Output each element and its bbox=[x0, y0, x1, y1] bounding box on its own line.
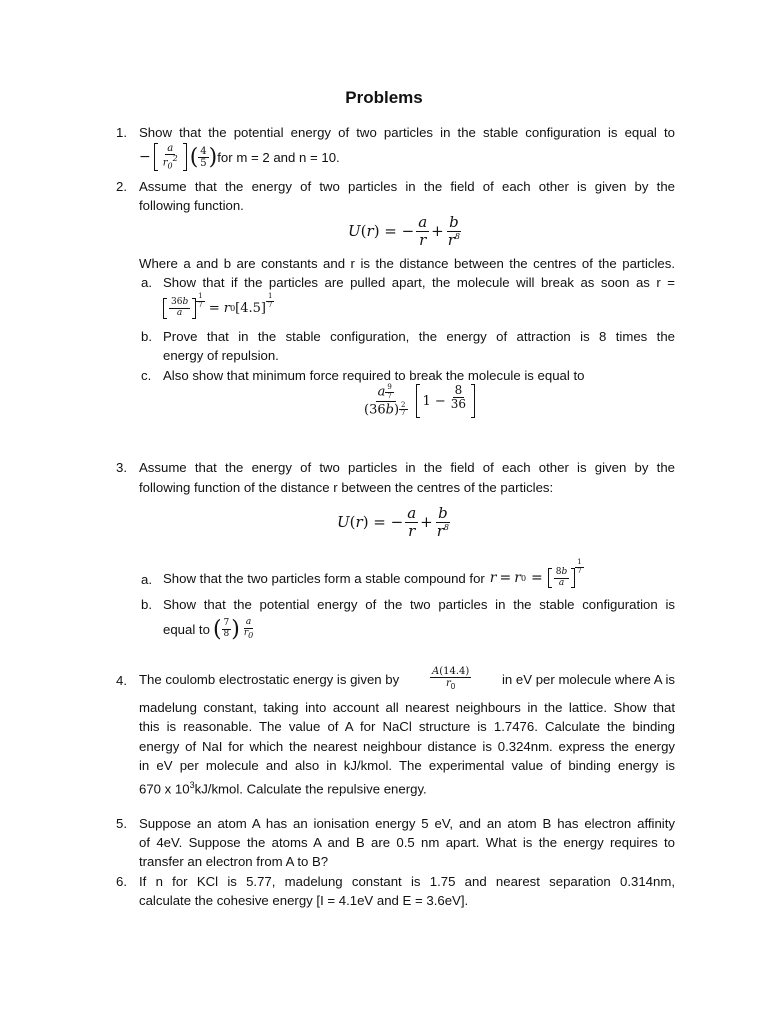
problem-6-line-1: If n for KCl is 5.77, madelung constant is 1.75 and nearest separation 0.314nm, bbox=[139, 874, 675, 889]
problem-3-line-1: Assume that the energy of two particles in the field of each other is given by the bbox=[139, 460, 675, 475]
problem-1-number: 1. bbox=[116, 125, 127, 140]
problem-3a-label: a. bbox=[141, 572, 152, 587]
problem-2-line-3: Where a and b are constants and r is the distance between the centres of the particles. bbox=[139, 256, 675, 271]
problem-4-line-5: in eV per molecule and also in kJ/kmol. The experimental value of binding energy is bbox=[139, 758, 675, 773]
problem-2-line-2: following function. bbox=[139, 198, 244, 213]
problem-4-line-4: energy of NaI for which the nearest neighbour distance is 0.324nm. express the energy bbox=[139, 739, 675, 754]
equation-min-force: a $\frac{9}{7}$ (36b) $\frac{2}{7}$ 1 − $\frac{8}{36}$ bbox=[362, 384, 475, 418]
problem-5-line-1: Suppose an atom A has an ionisation energy 5 eV, and an atom B has electron affinity bbox=[139, 816, 675, 831]
equation-U-r-p2: U ( r ) = − $\frac{a}{r}$ + $\frac{b}{r^8}$ bbox=[348, 213, 461, 249]
formula-bracket-a-over-r0sq: $\frac{a}{r_0^2}$ bbox=[154, 143, 187, 171]
problem-1-line-1: Show that the potential energy of two particles in the stable configuration is equal to bbox=[139, 125, 675, 140]
problem-5-line-3: transfer an electron from A to B? bbox=[139, 854, 329, 869]
problem-4-line-2: madelung constant, taking into account all nearest neighbours in the lattice. Show that bbox=[139, 700, 675, 715]
problem-2b-line-1: Prove that in the stable configuration, the energy of attraction is 8 times the bbox=[163, 329, 675, 344]
problem-4-line-3: this is reasonable. The value of A for NaCl structure is 1.7476. Calculate the binding bbox=[139, 719, 675, 734]
problem-2a-label: a. bbox=[141, 275, 152, 290]
problem-4-line-6: 670 x $10^3kJ$/kmol. Calculate the repulsive energy. bbox=[139, 780, 427, 797]
problem-3b-line-2: equal to ( $\frac{7}{8}$ ) $\frac{a}{r_0}$ bbox=[163, 616, 254, 642]
minus-sign: − bbox=[139, 148, 151, 165]
problem-5-line-2: of 4eV. Suppose the atoms A and B are 0.5 nm apart. What is the energy requires to bbox=[139, 835, 675, 850]
problem-2b-label: b. bbox=[141, 329, 152, 344]
problem-6-number: 6. bbox=[116, 874, 127, 889]
problem-2a-text: Show that if the particles are pulled apart, the molecule will break as soon as r = bbox=[163, 275, 675, 290]
equation-U-r-p3: U ( r ) = − $\frac{a}{r}$ + $\frac{b}{r^8}$ bbox=[337, 504, 450, 540]
problem-1-line-2: − $\frac{a}{r_0^2}$ ( $\frac{4}{5}$ ) for m = 2 and n = 10. bbox=[139, 143, 340, 171]
problem-2c-label: c. bbox=[141, 368, 152, 383]
problem-2c-text: Also show that minimum force required to break the molecule is equal to bbox=[163, 368, 585, 383]
page-title: Problems bbox=[345, 88, 423, 107]
problem-2-line-1: Assume that the energy of two particles in the field of each other is given by the bbox=[139, 179, 675, 194]
problem-4-number: 4. bbox=[116, 673, 127, 688]
problem-3-line-2: following function of the distance r between the centres of the particles: bbox=[139, 480, 554, 495]
problem-3b-line-1: Show that the potential energy of the two particles in the stable configuration is bbox=[163, 597, 675, 612]
problem-4-line-1: The coulomb electrostatic energy is given by $\frac{A(14.4)}{r_0}$ in eV per molecule where A is bbox=[139, 666, 675, 692]
problem-2a-formula: $\frac{36b}{a}$ $^{\frac{1}{7}}$ = r 0 [4.5] $^{\frac{1}{7}}$ bbox=[163, 298, 675, 319]
problem-6-line-2: calculate the cohesive energy [I = 4.1eV and E = 3.6eV]. bbox=[139, 893, 469, 908]
problem-3-number: 3. bbox=[116, 460, 127, 475]
problem-2b-line-2: energy of repulsion. bbox=[163, 348, 279, 363]
problem-5-number: 5. bbox=[116, 816, 127, 831]
problem-3a-line: Show that the two particles form a stable compound for r = r 0 = $\frac{8b}{a}$ $^{\frac{1}{7}}$ bbox=[163, 557, 582, 588]
problem-3b-label: b. bbox=[141, 597, 152, 612]
problem-3a-text: Show that the two particles form a stable compound for bbox=[163, 570, 485, 586]
problem-1-condition: for m = 2 and n = 10. bbox=[217, 149, 340, 165]
problem-2-number: 2. bbox=[116, 179, 127, 194]
